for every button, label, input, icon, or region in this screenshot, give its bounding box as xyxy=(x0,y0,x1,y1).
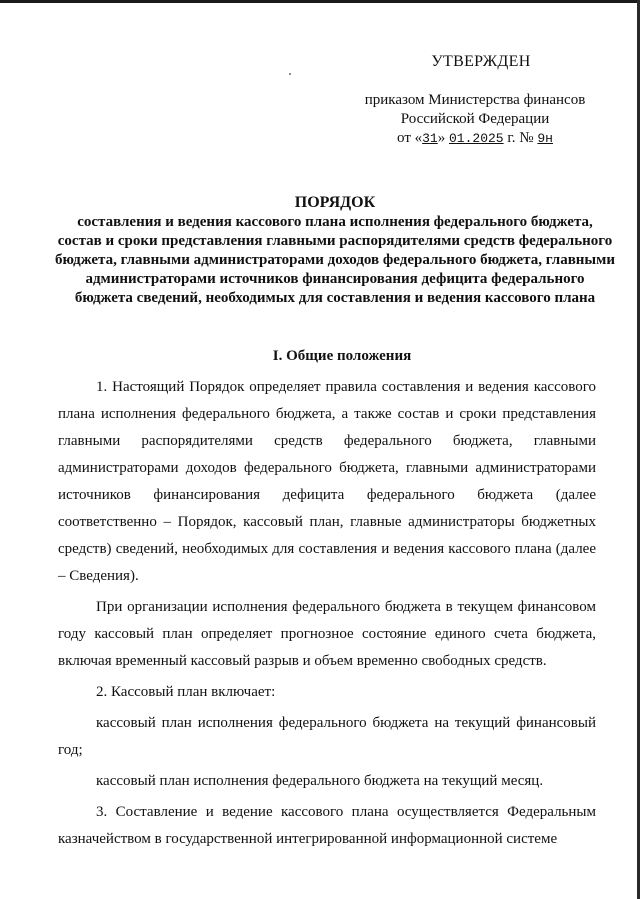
paragraph-3: 2. Кассовый план включает: xyxy=(96,684,276,700)
order-line-1: приказом Министерства финансов xyxy=(364,92,586,108)
document-title-block xyxy=(55,193,615,308)
order-month-year: 01.2025 xyxy=(448,131,504,146)
order-number: 9н xyxy=(537,131,553,146)
approval-stamp-block xyxy=(340,52,610,148)
date-mid: » xyxy=(437,130,449,146)
paragraph-5: кассовый план исполнения федерального бюджета на текущий месяц. xyxy=(96,773,544,789)
scan-speck xyxy=(289,73,291,75)
order-day: 31 xyxy=(422,131,438,146)
paragraph-4: кассовый план исполнения федерального бюджета на текущий финансовый год; xyxy=(58,715,596,758)
number-prefix: г. № xyxy=(503,130,538,146)
section-heading: I. Общие положения xyxy=(272,348,412,364)
date-prefix: от « xyxy=(397,130,423,146)
paragraph-1: 1. Настоящий Порядок определяет правила составления и ведения кассового плана исполнения федерального бюджета, а также состав и сроки представления главными распорядителями средств федерального бюджета, главными администраторами доходов федерального бюджета, главными администраторами источников финансирования дефицита федерального бюджета (далее соответственно – Порядок, кассовый план, главные администраторы бюджетных средств) сведений, необходимых для составления и ведения кассового плана (далее – Сведения). xyxy=(58,379,596,584)
paragraph-2: При организации исполнения федерального бюджета в текущем финансовом году кассовый план определяет прогнозное состояние единого счета бюджета, включая временный кассовый разрыв и объем временно свободных средств. xyxy=(58,599,596,669)
document-body xyxy=(58,343,596,853)
document-title: ПОРЯДОК xyxy=(294,194,376,211)
scan-edge-top xyxy=(0,0,640,3)
approved-label: УТВЕРЖДЕН xyxy=(431,53,531,70)
paragraph-6: 3. Составление и ведение кассового плана осуществляется Федеральным казначейством в государственной интегрированной информационной системе xyxy=(58,804,596,847)
document-subtitle: составления и ведения кассового плана исполнения федерального бюджета, состав и сроки представления главными распорядителями средств федерального бюджета, главными администраторами доходов федерального бюджета, главными администраторами источников финансирования дефицита федерального бюджета сведений, необходимых для составления и ведения кассового плана xyxy=(55,214,616,306)
order-line-2: Российской Федерации xyxy=(400,111,550,127)
order-date-line xyxy=(340,129,610,148)
